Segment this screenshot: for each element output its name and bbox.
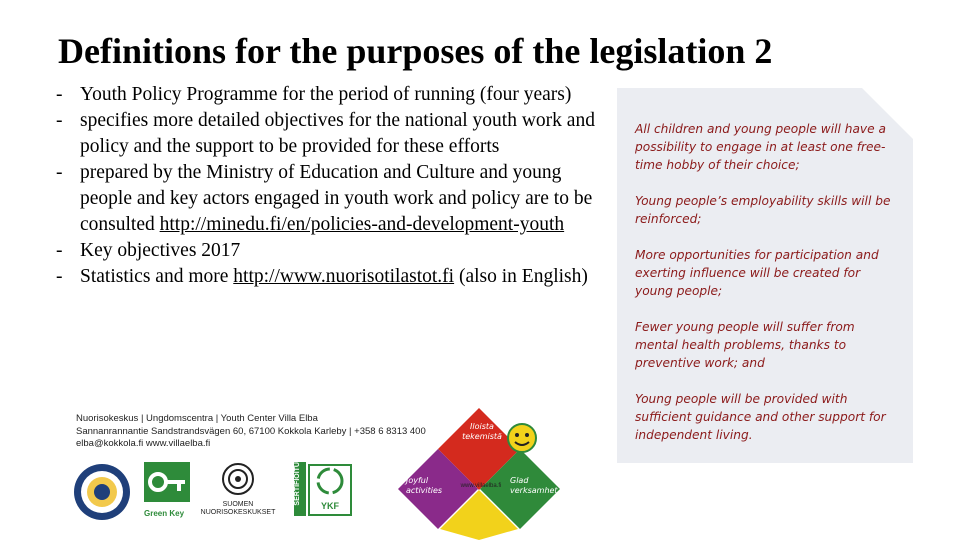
emblem-icon [221, 462, 255, 496]
diamond-label-sv [510, 476, 560, 496]
list-item [56, 82, 596, 108]
bullet-text: Youth Policy Programme for the period of running (four years) [80, 84, 572, 105]
logo-caption: YKF [321, 501, 339, 511]
address-line: elba@kokkola.fi www.villaelba.fi [76, 438, 211, 449]
objective-text: Young people’s employability skills will be reinforced; [635, 194, 891, 226]
ykf-logo [308, 464, 352, 516]
bullet-text: (also in English) [454, 266, 588, 287]
diamond-text: activities [406, 486, 443, 495]
bullet-dash: - [56, 110, 63, 131]
bullet-text: Statistics and more [80, 266, 234, 287]
bullet-dash: - [56, 266, 63, 287]
list-item [56, 238, 596, 264]
objective-text: Fewer young people will suffer from mental health problems, thanks to preventive work; and [635, 320, 855, 370]
diamond-url: www.villaelba.fi [460, 483, 502, 489]
logo-caption: SUOMEN [222, 501, 254, 508]
bullet-text: prepared by the Ministry of Education and Culture and young people and key actors engaged in youth work and policy are to be consulted [80, 162, 593, 235]
bullet-dash: - [56, 162, 63, 183]
diamond-text: Iloista [470, 422, 494, 431]
nuorisotilastot-link[interactable]: http://www.nuorisotilastot.fi [233, 266, 455, 287]
minedu-link[interactable]: http://minedu.fi/en/policies-and-development-youth [159, 214, 565, 235]
villa-elba-seal-icon [72, 462, 132, 522]
objective-text: Young people will be provided with sufficient guidance and other support for independent living. [635, 392, 886, 442]
address-block [76, 413, 426, 451]
bullet-dash: - [56, 240, 63, 261]
key-icon [144, 462, 190, 502]
bullet-text: specifies more detailed objectives for the national youth work and policy and the support to be provided for these efforts [80, 110, 595, 157]
list-item [56, 160, 596, 238]
page-title: Definitions for the purposes of the legislation 2 [58, 31, 773, 71]
bullet-list [56, 82, 596, 290]
green-key-logo [144, 462, 190, 520]
diamond-text: Joyful [406, 476, 429, 485]
recycle-icon [315, 466, 345, 496]
diamond-text: Glad [510, 476, 529, 485]
logo-caption: NUORISOKESKUKSET [200, 509, 276, 516]
objective-text: More opportunities for participation and exerting influence will be created for young people; [635, 248, 879, 298]
suomen-nuorisokeskukset-logo [198, 462, 278, 517]
diamond-text: verksamhet [510, 486, 558, 495]
logo-caption: SERTIFIOITU [294, 462, 301, 506]
diamond-text: tekemistä [462, 432, 502, 441]
diamond-label-fi [452, 422, 512, 442]
address-line: Sannanrannantie Sandstrandsvägen 60, 67100 Kokkola Karleby | +358 6 8313 400 [76, 425, 426, 437]
bullet-text: Key objectives 2017 [80, 240, 241, 261]
sertifioitu-strip [294, 462, 306, 516]
list-item [56, 264, 596, 290]
list-item [56, 108, 596, 160]
logo-caption: Green Key [144, 509, 185, 518]
objective-text: All children and young people will have a possibility to engage in at least one free-time hobby of their choice; [635, 122, 886, 172]
address-line: Nuorisokeskus | Ungdomscentra | Youth Center Villa Elba [76, 413, 318, 424]
bullet-dash: - [56, 84, 63, 105]
